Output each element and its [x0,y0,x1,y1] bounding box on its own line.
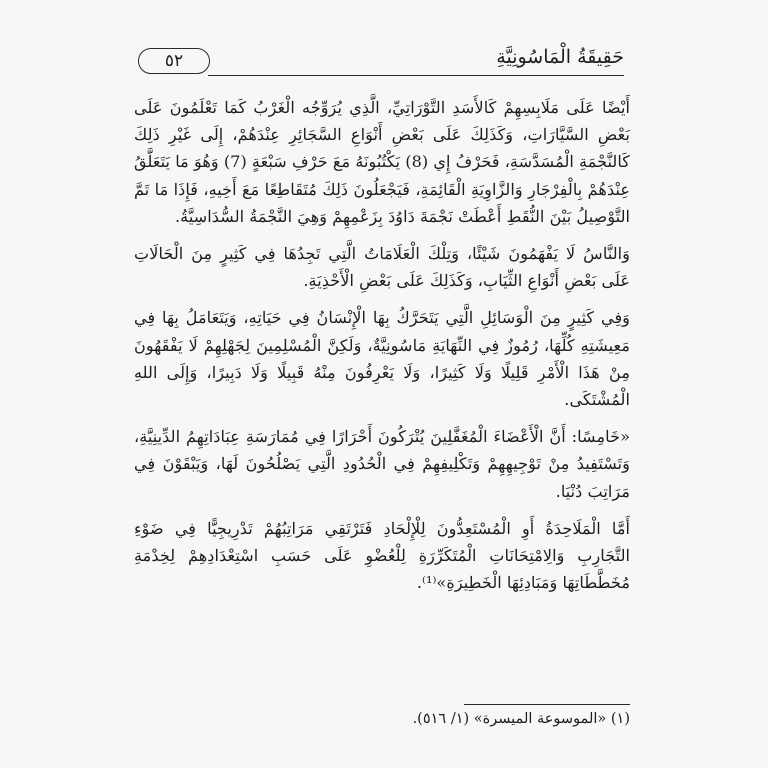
page-header [138,44,624,80]
header-rule [208,75,624,76]
paragraph-4: «خَامِسًا: أَنَّ الْأَعْضَاءَ الْمُغَفَّلِينَ يُتْرَكُونَ أَحْرَارًا فِي مُمَارَسَةِ عِبَادَاتِهِمُ الدِّينِيَّةِ، وَتَسْتَفِيدُ مِنْ تَوْجِيهِهِمْ وَتَكْلِيفِهِمْ فِي الْحُدُودِ الَّتِي يَصْلُحُونَ لَهَا، وَيَبْقَوْنَ فِي مَرَاتِبَ دُنْيَا. [134,427,630,501]
page-number: ٥٢ [138,48,210,74]
paragraph-2: وَالنَّاسُ لَا يَفْهَمُونَ شَيْئًا، وَتِلْكَ الْعَلَامَاتُ الَّتِي تَجِدُهَا فِي كَثِيرٍ مِنَ الْحَالَاتِ عَلَى بَعْضِ أَنْوَاعِ الثِّيَابِ، وَكَذَلِكَ عَلَى بَعْضِ الْأَحْذِيَةِ. [134,244,630,291]
paragraph-3: وَفِي كَثِيرٍ مِنَ الْوَسَائِلِ الَّتِي يَتَحَرَّكُ بِهَا الْإِنْسَانُ فِي حَيَاتِهِ، وَيَتَعَامَلُ بِهَا فِي مَعِيشَتِهِ كُلِّهَا، رُمُوزٌ فِي النِّهَايَةِ مَاسُونِيَّةٌ، وَلَكِنَّ الْمُسْلِمِينَ لِجَهْلِهِمْ لَا يَفْقَهُونَ مِنْ هَذَا الْأَمْرِ قَلِيلًا وَلَا كَثِيرًا، وَلَا يَعْرِفُونَ مِنْهُ قَبِيلًا وَلَا دَبِيرًا، وَإِلَى اللهِ الْمُشْتَكَى. [134,308,630,410]
body-text [134,94,630,606]
paragraph-1: أَيْضًا عَلَى مَلَابِسِهِمْ كَالأَسَدِ التَّوْرَاتِيِّ، الَّذِي يُرَوِّجُه الْغَرْبُ كَمَا تَعْلَمُونَ عَلَى بَعْضِ السَّيَّارَاتِ، وَكَذَلِكَ عَلَى بَعْضِ أَنْوَاعِ السَّجَائِرِ عِنْدَهُمْ، إِلَى غَيْرِ ذَلِكَ كَالنَّجْمَةِ الْمُسَدَّسَةِ، فَحَرْفُ إِي (8) يَكْتُبُونَهُ مَعَ حَرْفِ سَبْعَةٍ (7) وَهُوَ مَا يَتَعَلَّقُ عِنْدَهُمْ بِالْفِرْجَارِ وَالزَّاوِيَةِ الْقَائِمَةِ، فَيَجْعَلُونَ ذَلِكَ مُتَقَاطِعًا مَعَ أَخِيهِ، فَإِذَا مَا تَمَّ التَّوْصِيلُ بَيْنَ النُّقَطِ أَعْطَتْ نَجْمَةَ دَاوُدَ بِزَعْمِهِمْ وَهِيَ النَّجْمَةُ السُّدَاسِيَّةُ. [134,98,630,226]
running-title: حَقِيقَةُ الْمَاسُونِيَّةِ [496,46,624,68]
footnote: (١) «الموسوعة الميسرة» (١/ ٥١٦). [412,711,630,727]
footnote-separator [464,704,630,705]
paragraph-5: أَمَّا الْمَلَاحِدَةُ أَوِ الْمُسْتَعِدُّونَ لِلْإِلْحَادِ فَتَرْتَقِي مَرَاتِبُهُمْ تَدْرِيجِيًّا فِي ضَوْءِ التَّجَارِبِ وَالِامْتِحَانَاتِ الْمُتَكَرِّرَةِ لِلْعُضْوِ عَلَى حَسَبِ اسْتِعْدَادِهِمْ لِخِدْمَةِ مُخَطَّطَاتِهَا وَمَبَادِئِهَا الْخَطِيرَةِ»⁽¹⁾. [134,518,630,593]
